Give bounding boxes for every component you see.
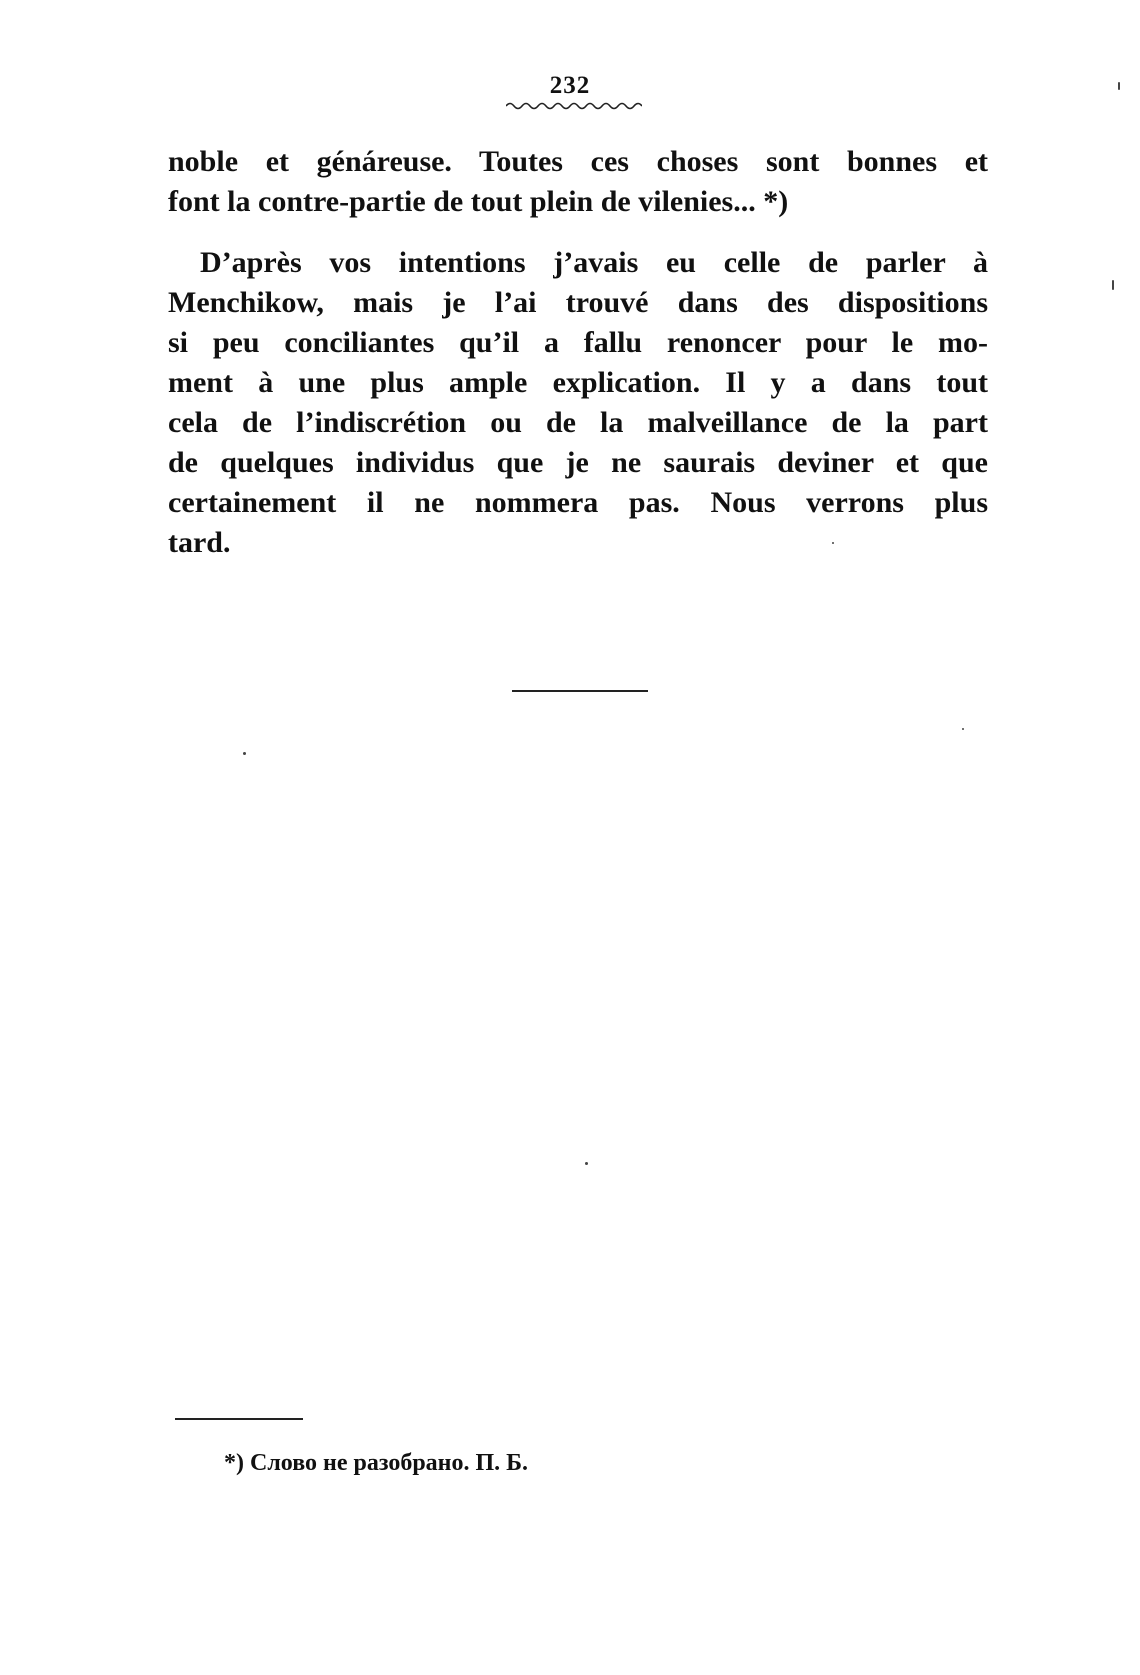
- scan-speck: [1118, 82, 1120, 90]
- scan-speck: [962, 728, 964, 730]
- text-line: certainement il ne nommera pas. Nous verrons plus: [168, 486, 988, 519]
- footnote-rule: [175, 1418, 303, 1420]
- text-line: cela de l’indiscrétion ou de la malveillance de la part: [168, 406, 988, 439]
- paragraph-continued: [168, 142, 988, 222]
- paragraph-main: [168, 243, 988, 563]
- scan-speck: [585, 1162, 588, 1165]
- scan-speck: [243, 752, 246, 755]
- wavy-rule-ornament: [506, 100, 642, 112]
- text-line: ment à une plus ample explication. Il y a dans tout: [168, 366, 988, 399]
- text-line: Menchikow, mais je l’ai trouvé dans des dispositions: [168, 286, 988, 319]
- page-number: 232: [549, 72, 591, 99]
- text-line: si peu conciliantes qu’il a fallu renoncer pour le mo-: [168, 326, 988, 359]
- text-line: de quelques individus que je ne saurais deviner et que: [168, 446, 988, 479]
- text-line: noble et génáreuse. Toutes ces choses sont bonnes et: [168, 145, 988, 178]
- scan-speck: [832, 542, 834, 544]
- footnote-text: *) Слово не разобрано. П. Б.: [224, 1450, 529, 1476]
- text-line: tard.: [168, 526, 231, 559]
- text-line: D’après vos intentions j’avais eu celle de parler à: [200, 246, 988, 279]
- scan-speck: [1112, 280, 1114, 290]
- text-line: font la contre-partie de tout plein de vilenies... *): [168, 185, 789, 218]
- section-separator-rule: [512, 690, 648, 692]
